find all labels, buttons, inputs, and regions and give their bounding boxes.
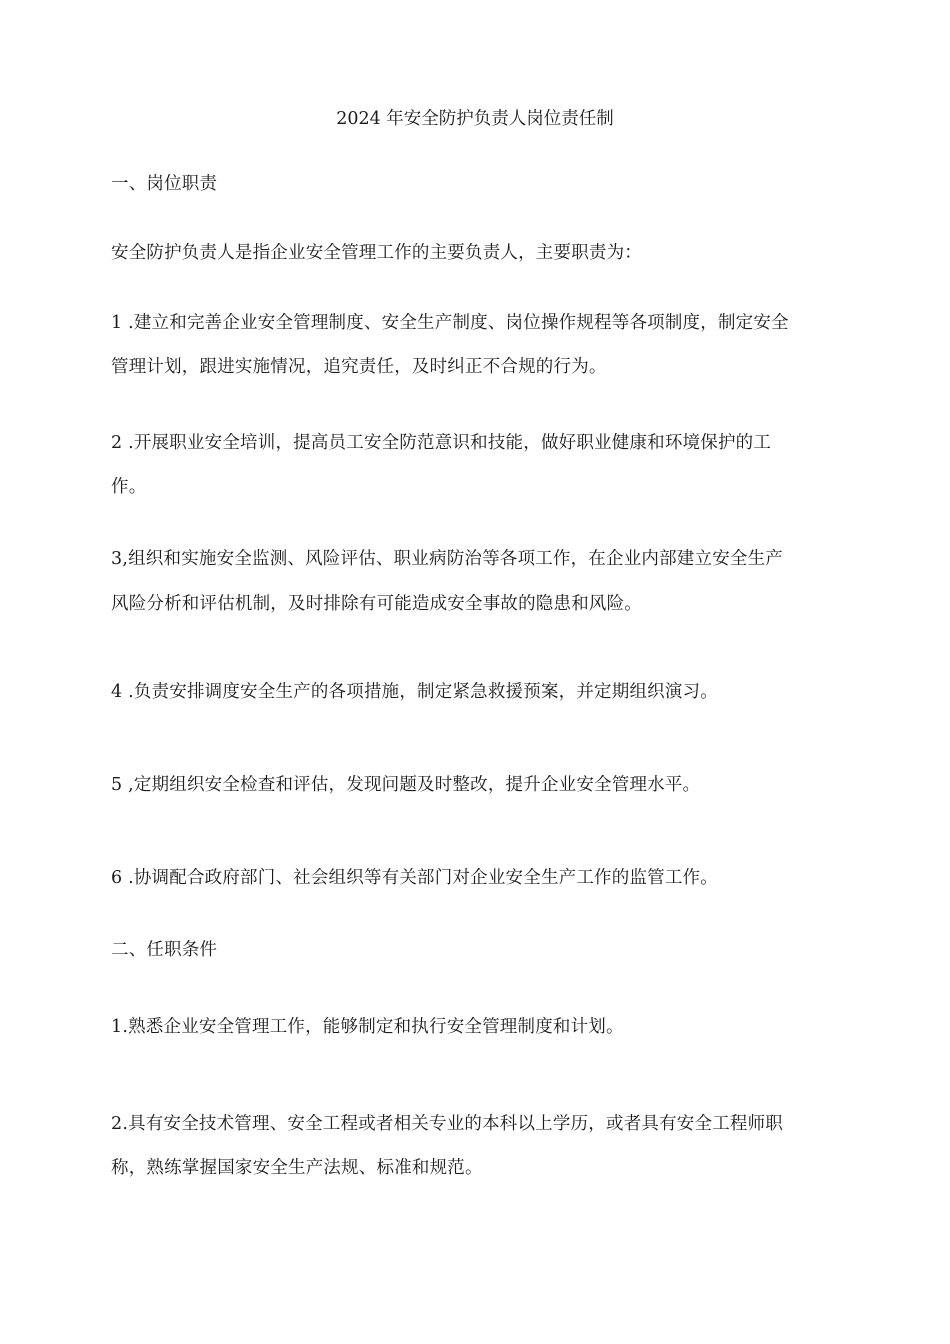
duty-item-4: 4 .负责安排调度安全生产的各项措施，制定紧急救援预案，并定期组织演习。 (111, 682, 718, 702)
duty-item-5: 5 ,定期组织安全检查和评估，发现问题及时整改，提升企业安全管理水平。 (111, 775, 701, 795)
duty-item-3-line-1: 3,组织和实施安全监测、风险评估、职业病防治等各项工作，在企业内部建立安全生产 (111, 549, 783, 569)
document-title: 2024 年安全防护负责人岗位责任制 (336, 109, 614, 129)
duty-item-2-line-1: 2 .开展职业安全培训，提高员工安全防范意识和技能，做好职业健康和环境保护的工 (111, 433, 772, 453)
qualification-item-2-line-1: 2.具有安全技术管理、安全工程或者相关专业的本科以上学历，或者具有安全工程师职 (111, 1114, 783, 1134)
section-heading-duties: 一、岗位职责 (111, 174, 218, 194)
duties-intro: 安全防护负责人是指企业安全管理工作的主要负责人，主要职责为： (111, 243, 642, 263)
section-heading-qualifications: 二、任职条件 (111, 940, 218, 960)
duty-item-1-line-2: 管理计划，跟进实施情况，追究责任，及时纠正不合规的行为。 (111, 357, 607, 377)
duty-item-2-line-2: 作。 (111, 477, 147, 497)
duty-item-1-line-1: 1 .建立和完善企业安全管理制度、安全生产制度、岗位操作规程等各项制度，制定安全 (111, 313, 789, 333)
duty-item-6: 6 .协调配合政府部门、社会组织等有关部门对企业安全生产工作的监管工作。 (111, 868, 718, 888)
qualification-item-2-line-2: 称，熟练掌握国家安全生产法规、标准和规范。 (111, 1158, 483, 1178)
duty-item-3-line-2: 风险分析和评估机制，及时排除有可能造成安全事故的隐患和风险。 (111, 594, 642, 614)
qualification-item-1: 1.熟悉企业安全管理工作，能够制定和执行安全管理制度和计划。 (111, 1017, 624, 1037)
